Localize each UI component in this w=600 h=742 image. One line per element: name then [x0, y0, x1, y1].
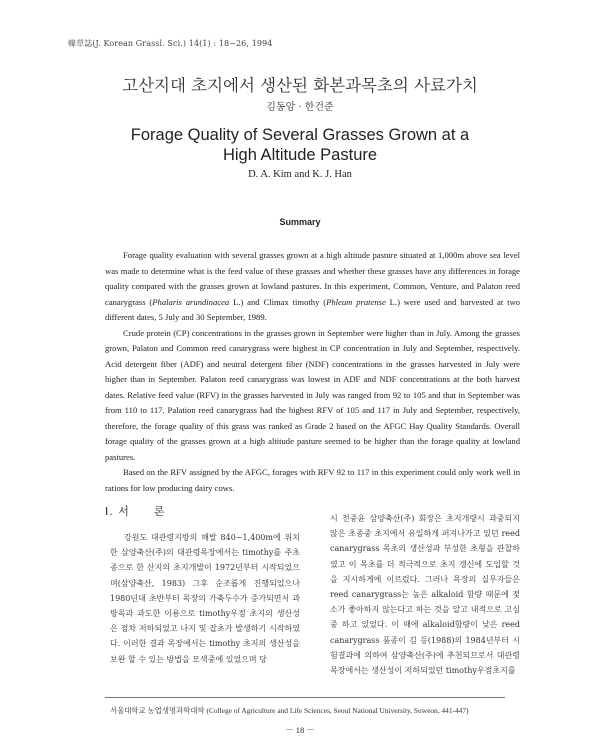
abstract-text: L.) and Climax timothy (: [229, 296, 327, 307]
page-number: － 18 －: [285, 725, 315, 735]
english-title: [0, 125, 600, 165]
abstract-text: Forage quality evaluation with several grasses grown at a high altitude pasture situated at 1,000m above sea level was made to determine what is the feed value of these grasses and whether these grasses have any differences in forage quality compared with the grasses grown at lowland pastures. In this experiment, Common, Venture, and Palaton reed canarygrass (: [105, 250, 520, 307]
journal-header: 韓草誌(J. Korean Grassl. Sci.) 14(1) : 18~26, 1994: [68, 39, 273, 48]
scientific-name: Phalaris arundinacea: [152, 296, 230, 307]
section-heading: Ⅰ. 서 론: [105, 505, 166, 518]
scientific-name: Phleum pratense: [326, 296, 386, 307]
summary-heading: Summary: [279, 217, 321, 227]
abstract-paragraph-2: Crude protein (CP) concentrations in the grasses grown in September were higher than in July. Among the grasses grown, Palaton and Common reed canarygrass were highest in CP concentration in July and September, respectively. Acid detergent fiber (ADF) and neutral detergent fiber (NDF) concentrations in the grasses harvested in July were higher than in September. Palaton reed canarygrass was lowest in ADF and NDF concentrations at the both harvest dates. Relative feed value (RFV) in the grasses harvested in July was ranged from 92 to 105 and that in September was from 110 to 117. Palation reed canarygrass had the highest RFV of 105 and 117 in July and September, respectively, therefore, the forage quality of this grass was ranked as Grade 2 based on the AFGC Hay Quality Standards. Overall forage quality of the grasses grown at a high altitude pasture seemed to be higher than the forage quality at lowland pastures.: [105, 327, 520, 462]
abstract: [105, 248, 520, 496]
footnote: 서울대학교 농업생명과학대학 (College of Agriculture and Life Sciences, Seoul National University, Suweon, 441-447): [110, 706, 469, 715]
abstract-paragraph-1: [105, 248, 520, 326]
intro-right-text: 시 전중윤 삼양축산(주) 회장은 초지개량시 과중되지 않은 초종중 초지에서 유일하게 퍼져나가고 있던 reed canarygrass 목초의 생산성과 부성한 초형을 관찰하였고 이 목초를 더 적극적으로 초지 갱신에 도입할 것을 지시하게에 이르렀다. 그러나 목장의 실무자들은 reed canarygrass는 높은 alkaloid 함량 때문에 젖소가 좋아하지 않는다고 하는 것을 알고 내적으로 고심 중 하고 있었다. 이 때에 alkaloid함량이 낮은 reed canarygrass 품종이 김 등(1988)의 1984년부터 시험결과에 의하여 삼양축산(주)에 추천되므로서 대관령목장에서는 생산성이 저하되었던 timothy우점초지를: [330, 514, 520, 676]
intro-right-column: [330, 511, 520, 678]
abstract-text: L.) were used and harvested at two different dates, 5 July and 30 September, 1989.: [105, 296, 520, 322]
abstract-paragraph-3: Based on the RFV assigned by the AFGC, forages with RFV 92 to 117 in this experiment could only work well in rations for low producing dairy cows.: [105, 467, 520, 493]
korean-authors: 김동암 · 한건준: [266, 102, 334, 113]
intro-left-text: 강원도 대관령지방의 해발 840~1,400m에 위치한 삼양축산(주)의 대관령목장에서는 timothy를 주초종으로 한 산지의 초지개발이 1972년부터 시작되었으며(삼양축산, 1983) 그후 순조롭게 진행되었으나 1980년대 초반부터 목장의 가축두수가 증가되면서 과방목과 과도한 이용으로 timothy우점 초지의 생산성은 점차 저하되었고 나지 및 잡초가 발생하기 시작하였다. 이러한 결과 목장에서는 timothy 초지의 생산성을 보완 할 수 있는 방법을 모색중에 있었으며 당: [110, 533, 300, 664]
korean-title: 고산지대 초지에서 생산된 화본과목초의 사료가치: [122, 76, 478, 95]
english-authors: D. A. Kim and K. J. Han: [248, 169, 352, 180]
intro-left-column: [110, 530, 300, 667]
english-title-line2: High Altitude Pasture: [222, 146, 378, 164]
footnote-divider: [105, 697, 505, 698]
english-title-line1: Forage Quality of Several Grasses Grown at a: [130, 126, 470, 144]
